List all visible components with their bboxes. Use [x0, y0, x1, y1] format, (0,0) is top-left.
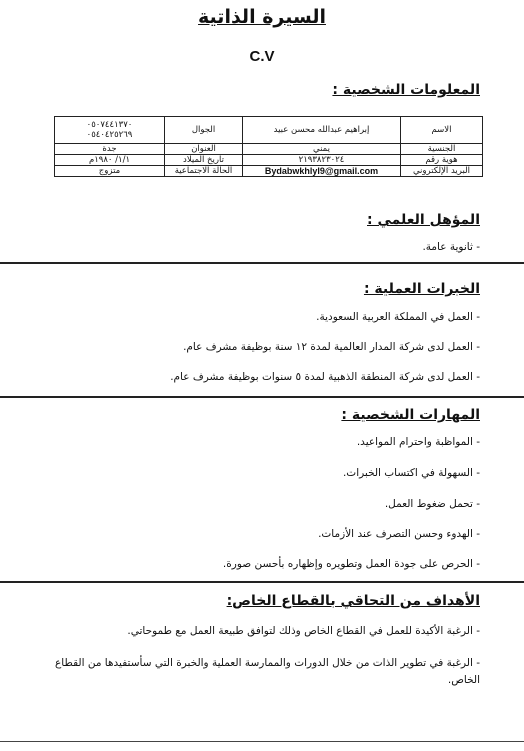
page-title: السيرة الذاتية [198, 6, 326, 28]
id-value: ٢١٩٣٨٢٣٠٢٤ [243, 155, 401, 166]
name-value: إبراهيم عبدالله محسن عبيد [243, 117, 401, 144]
birthdate-value: ١/١/ ١٩٨٠م [55, 155, 165, 166]
goals-heading: الأهداف من التحاقي بالقطاع الخاص: [226, 593, 480, 609]
goals-item: - الرغبة الأكيدة للعمل في القطاع الخاص وذلك لتوافق طبيعة العمل مع طموحاتي. [127, 625, 480, 637]
email-value: Bydabwkhlyl9@gmail.com [243, 166, 401, 177]
skills-heading: المهارات الشخصية : [341, 407, 480, 423]
marital-label: الحالة الاجتماعية [165, 166, 243, 177]
address-value: جدة [55, 144, 165, 155]
mobile-value-1: ٠٥٠٧٤٤١٣٧٠ [86, 120, 133, 130]
table-row [55, 155, 483, 166]
cv-label: C.V [249, 48, 275, 65]
mobile-label: الجوال [165, 117, 243, 144]
nationality-value: يمني [243, 144, 401, 155]
name-label: الاسم [401, 117, 483, 144]
skills-item: - الحرص على جودة العمل وتطويره وإظهاره بأحسن صورة. [222, 558, 480, 570]
section-divider [0, 396, 524, 398]
experience-item: - العمل لدى شركة المدار العالمية لمدة ١٢ سنة بوظيفة مشرف عام. [183, 341, 480, 353]
education-heading: المؤهل العلمي : [367, 212, 480, 228]
goals-item: - الرغبة في تطوير الذات من خلال الدورات والممارسة العملية والخبرة التي سأستفيدها من القطاع الخاص. [55, 657, 480, 686]
table-row [55, 144, 483, 155]
table-row [55, 166, 483, 177]
personal-info-table [54, 116, 483, 177]
personal-info-heading: المعلومات الشخصية : [332, 82, 480, 98]
experience-heading: الخبرات العملية : [363, 281, 480, 297]
id-label: هوية رقم [401, 155, 483, 166]
education-item: - ثانوية عامة. [422, 241, 480, 253]
skills-item: - تحمل ضغوط العمل. [384, 498, 480, 510]
address-label: العنوان [165, 144, 243, 155]
skills-item: - السهولة في اكتساب الخبرات. [342, 467, 480, 479]
section-divider [0, 262, 524, 264]
section-divider [0, 581, 524, 583]
email-label: البريد الإلكتروني [401, 166, 483, 177]
nationality-label: الجنسية [401, 144, 483, 155]
mobile-values [55, 117, 165, 144]
experience-item: - العمل لدى شركة المنطقة الذهبية لمدة ٥ سنوات بوظيفة مشرف عام. [170, 371, 480, 383]
table-row [55, 117, 483, 144]
birthdate-label: تاريخ الميلاد [165, 155, 243, 166]
skills-item: - الهدوء وحسن التصرف عند الأزمات. [318, 528, 480, 540]
marital-value: متزوج [55, 166, 165, 177]
experience-item: - العمل في المملكة العربية السعودية. [316, 311, 480, 323]
mobile-value-2: ٠٥٤٠٤٢٥٢٦٩ [86, 130, 133, 140]
page-bottom-divider [0, 741, 524, 742]
skills-item: - المواظبة واحترام المواعيد. [356, 436, 480, 448]
